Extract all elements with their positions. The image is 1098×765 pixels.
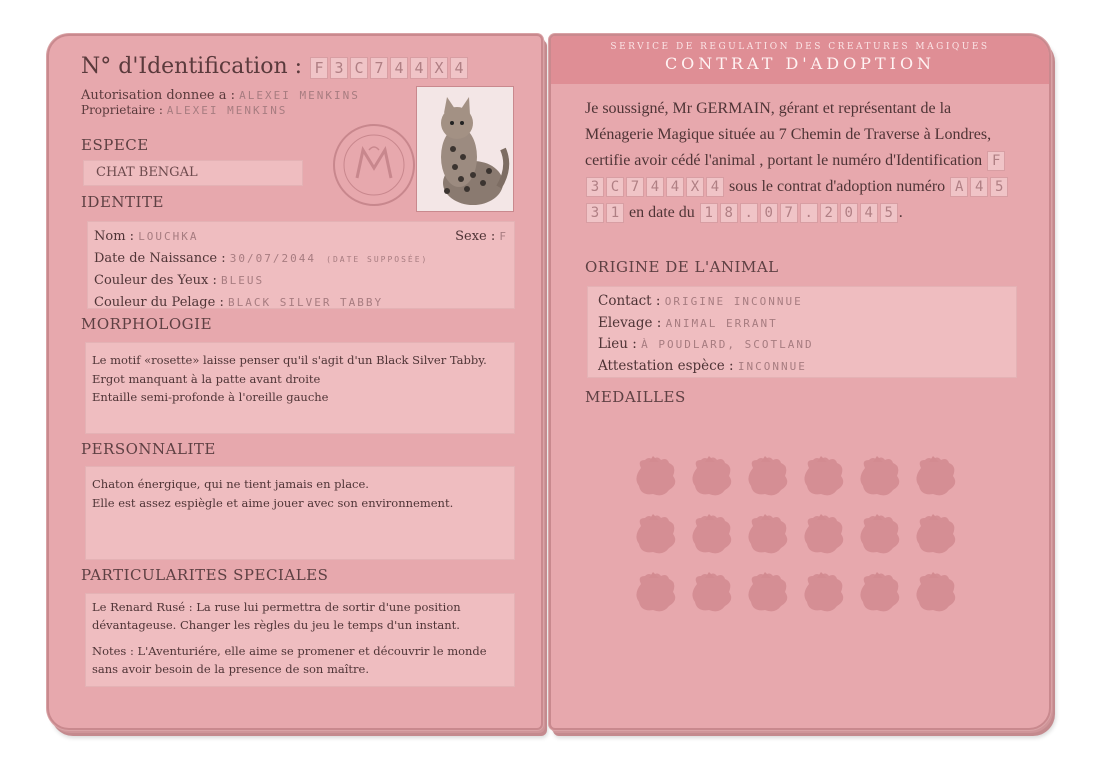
birthdate-value: 30/07/2044 [229, 251, 316, 265]
owner-value: ALEXEI MENKINS [166, 104, 288, 117]
medal-slot-icon[interactable] [857, 512, 903, 556]
lieu-value: À POUDLARD, SCOTLAND [641, 338, 814, 351]
contact-row [598, 291, 1006, 313]
id-digit: 4 [450, 57, 468, 79]
nom-label: Nom : [94, 229, 139, 244]
id-digit: X [686, 177, 704, 197]
personnalite-line: Chaton énergique, qui ne tient jamais en place. [92, 477, 369, 491]
date-digit: 0 [760, 203, 778, 223]
eyes-label: Couleur des Yeux : [94, 273, 222, 288]
date-digit: 0 [840, 203, 858, 223]
personnalite-line: Elle est assez espiègle et aime jouer avec son environnement. [92, 495, 454, 510]
sexe-label: Sexe : [455, 229, 500, 244]
personnalite-box [85, 466, 515, 560]
id-digit: 3 [330, 57, 348, 79]
sexe-value: F [499, 230, 508, 243]
special-ability-text: Le Renard Rusé : La ruse lui permettra de sortir d'une position dévantageuse. Changer les règles du jeu le temps d'un instant. [92, 600, 461, 632]
medal-slot-icon[interactable] [857, 454, 903, 498]
medals-grid [633, 454, 959, 614]
authorisation-block [81, 88, 360, 118]
nom-value: LOUCHKA [138, 230, 199, 243]
birthdate-row [94, 248, 508, 271]
medal-slot-icon[interactable] [689, 454, 735, 498]
notes-text: Notes : L'Aventuriére, elle aime se promener et découvrir le monde sans avoir besoin de la presence de son maître. [92, 644, 487, 676]
attestation-label: Attestation espèce : [598, 357, 738, 374]
id-digit: C [606, 177, 624, 197]
authorisation-value: ALEXEI MENKINS [239, 89, 360, 102]
espece-heading: ESPECE [81, 136, 149, 154]
medailles-heading: MEDAILLES [585, 388, 686, 406]
date-digit: . [740, 203, 758, 223]
contact-label: Contact : [598, 293, 665, 309]
contract-digit: 5 [990, 177, 1008, 197]
medal-slot-icon[interactable] [689, 570, 735, 614]
identification-label: N° d'Identification : [81, 54, 303, 79]
eyes-value: BLEUS [221, 274, 265, 287]
eyes-row [94, 270, 508, 292]
medal-slot-icon[interactable] [745, 512, 791, 556]
elevage-row [598, 313, 1006, 335]
medal-slot-icon[interactable] [857, 570, 903, 614]
id-card-left-page [47, 34, 543, 730]
medal-slot-icon[interactable] [801, 570, 847, 614]
morphologie-line: Le motif «rosette» laisse penser qu'il s'agit d'un Black Silver Tabby. [92, 353, 487, 367]
id-digit: 7 [626, 177, 644, 197]
medal-slot-icon[interactable] [801, 512, 847, 556]
morphologie-line: Entaille semi-profonde à l'oreille gauche [92, 390, 329, 404]
morphologie-heading: MORPHOLOGIE [81, 315, 213, 333]
elevage-label: Elevage : [598, 314, 666, 331]
origine-heading: ORIGINE DE L'ANIMAL [585, 258, 779, 276]
adoption-contract-page [549, 34, 1051, 730]
medal-slot-icon[interactable] [689, 512, 735, 556]
coat-label: Couleur du Pelage : [94, 294, 228, 310]
date-digit: 7 [780, 203, 798, 223]
id-digit: X [430, 57, 448, 79]
id-digit: 4 [646, 177, 664, 197]
contract-digit: 4 [970, 177, 988, 197]
contract-digit: 1 [606, 203, 624, 223]
contract-header [551, 36, 1049, 84]
coat-row [94, 292, 508, 314]
id-digit: 3 [586, 177, 604, 197]
contract-text-4: . [898, 204, 903, 221]
service-name: SERVICE DE REGULATION DES CREATURES MAGIQUES [610, 42, 990, 52]
morphologie-box [85, 342, 515, 434]
date-digit: 8 [720, 203, 738, 223]
id-digit: 4 [410, 57, 428, 79]
id-digit: F [987, 151, 1005, 171]
medal-slot-icon[interactable] [745, 454, 791, 498]
medal-slot-icon[interactable] [801, 454, 847, 498]
contract-text-2: sous le contrat d'adoption numéro [729, 178, 946, 195]
contract-body [585, 96, 1015, 226]
origine-box [587, 286, 1017, 378]
date-digit: 1 [700, 203, 718, 223]
cat-photo [416, 86, 514, 212]
id-digit: F [310, 57, 328, 79]
medal-slot-icon[interactable] [745, 570, 791, 614]
birthdate-note: (DATE SUPPOSÉE) [326, 254, 429, 264]
bengal-cat-icon [417, 87, 513, 211]
lieu-row [598, 334, 1006, 356]
id-digit: 7 [370, 57, 388, 79]
medal-slot-icon[interactable] [913, 454, 959, 498]
lieu-label: Lieu : [598, 336, 642, 352]
contact-value: ORIGINE INCONNUE [664, 295, 803, 308]
identification-number [309, 54, 469, 79]
contract-text-3: en date du [629, 204, 695, 221]
ministry-seal-icon [329, 120, 419, 210]
morphologie-line: Ergot manquant à la patte avant droite [92, 371, 321, 386]
espece-value: CHAT BENGAL [83, 160, 303, 186]
personnalite-heading: PERSONNALITE [81, 440, 216, 458]
identite-box [87, 221, 515, 309]
id-digit: 4 [390, 57, 408, 79]
medal-slot-icon[interactable] [913, 512, 959, 556]
name-row [94, 226, 508, 248]
date-digit: 2 [820, 203, 838, 223]
date-digit: 5 [880, 203, 898, 223]
attestation-row [598, 356, 1006, 378]
medal-slot-icon[interactable] [633, 454, 679, 498]
coat-value: BLACK SILVER TABBY [227, 295, 384, 309]
id-digit: 4 [666, 177, 684, 197]
medal-slot-icon[interactable] [913, 570, 959, 614]
authorisation-label: Autorisation donnee a : [81, 88, 240, 103]
contract-date [699, 204, 899, 221]
birthdate-label: Date de Naissance : [94, 250, 230, 266]
particularites-box [85, 593, 515, 687]
id-digit: 4 [706, 177, 724, 197]
identification-title [81, 54, 469, 79]
owner-label: Proprietaire : [81, 103, 167, 117]
contract-title: CONTRAT D'ADOPTION [664, 54, 936, 73]
particularites-heading: PARTICULARITES SPECIALES [81, 566, 329, 584]
attestation-value: INCONNUE [737, 359, 807, 373]
contract-text-1: Je soussigné, Mr GERMAIN, gérant et représentant de la Ménagerie Magique située au 7 Chemin de Traverse à Londres, certifie avoir cédé l'animal , portant le numéro d'Identification [585, 100, 992, 169]
contract-digit: A [950, 177, 968, 197]
elevage-value: ANIMAL ERRANT [665, 316, 778, 330]
date-digit: . [800, 203, 818, 223]
date-digit: 4 [860, 203, 878, 223]
medal-slot-icon[interactable] [633, 512, 679, 556]
contract-digit: 3 [586, 203, 604, 223]
id-digit: C [350, 57, 368, 79]
medal-slot-icon[interactable] [633, 570, 679, 614]
identite-heading: IDENTITE [81, 193, 164, 211]
